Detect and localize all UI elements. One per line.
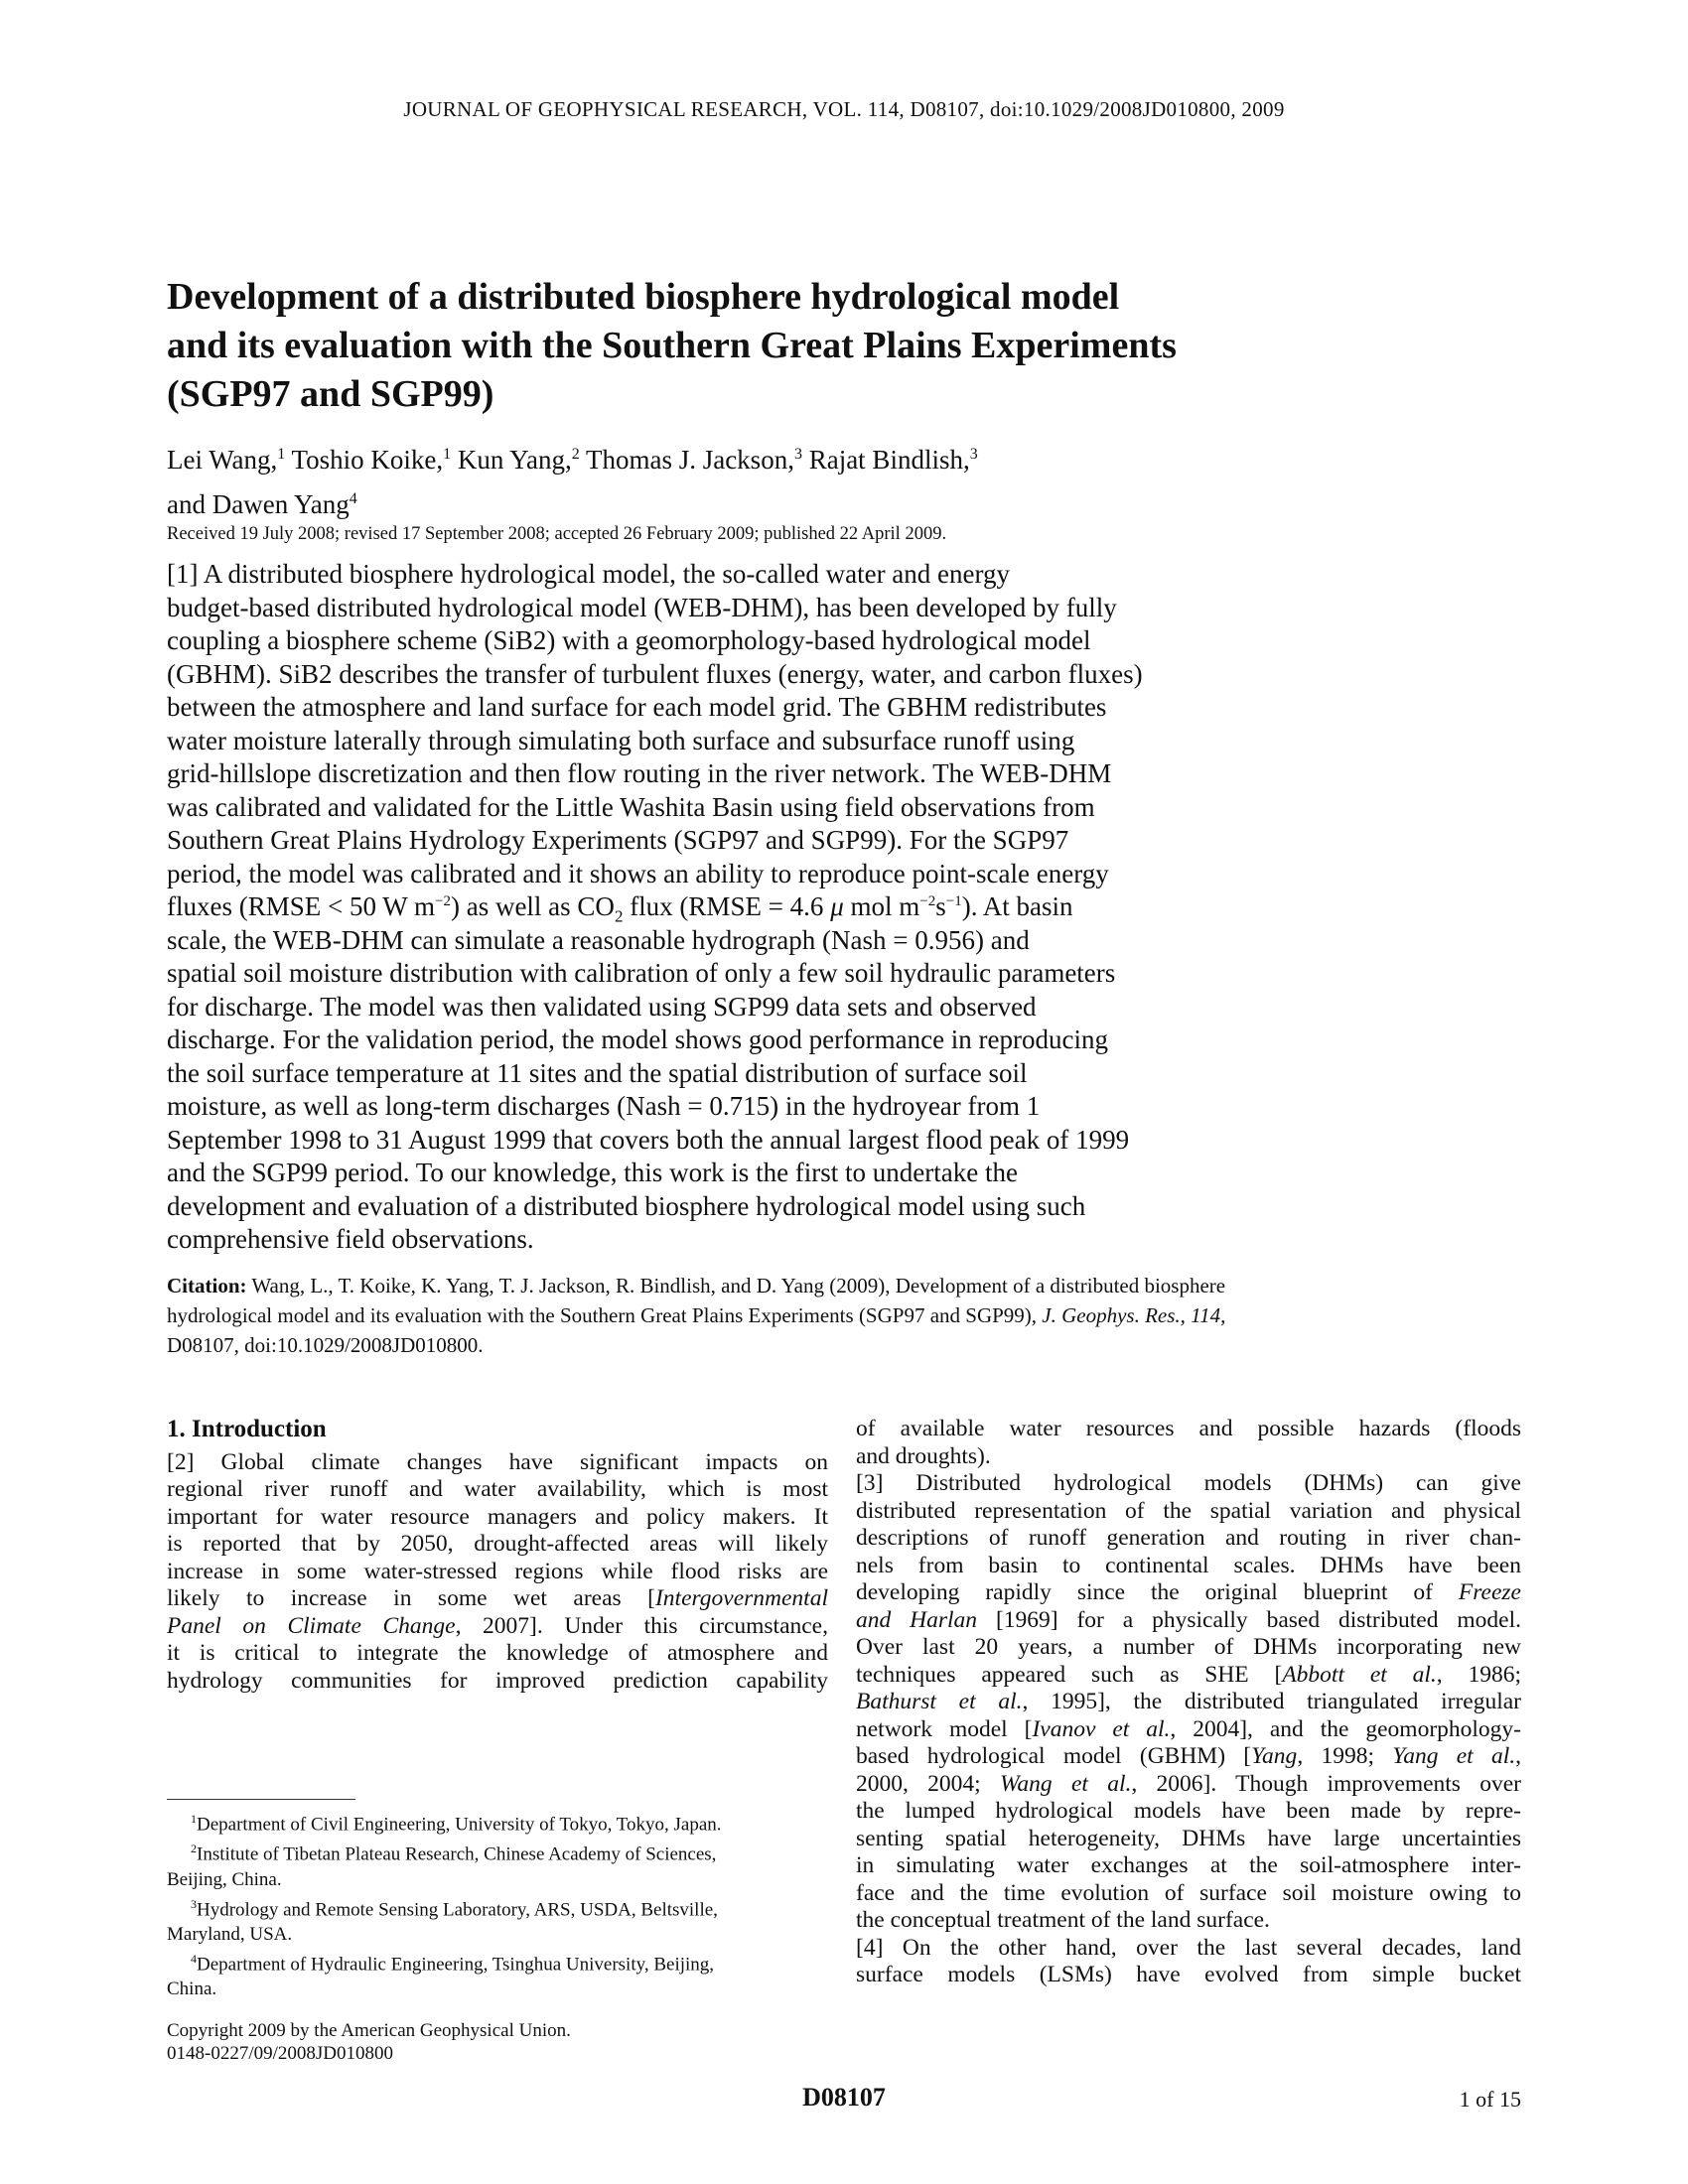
abstract-line: development and evaluation of a distributed biosphere hydrological model using such xyxy=(167,1190,1086,1221)
left-column xyxy=(167,1416,828,1695)
body-line: Over last 20 years, a number of DHMs incorporating new xyxy=(856,1634,1521,1660)
body-line: descriptions of runoff generation and routing in river chan- xyxy=(856,1525,1521,1551)
affiliation-mark: 3 xyxy=(969,446,978,463)
author-name: Lei Wang, xyxy=(167,445,278,475)
copyright-line: Copyright 2009 by the American Geophysical Union. xyxy=(167,2020,571,2041)
abstract-line: September 1998 to 31 August 1999 that covers both the annual largest flood peak of 1999 xyxy=(167,1124,1130,1155)
body-line xyxy=(167,1613,828,1641)
body-line: the conceptual treatment of the land surface. xyxy=(856,1907,1270,1933)
citation-ref: Yang xyxy=(1251,1743,1298,1769)
subscript: 2 xyxy=(614,906,624,926)
title-line: Development of a distributed biosphere hydrological model xyxy=(167,276,1120,318)
body-line: important for water resource managers and policy makers. It xyxy=(167,1503,828,1530)
body-line: distributed representation of the spatial variation and physical xyxy=(856,1497,1521,1524)
citation-ref: Panel on Climate Change xyxy=(167,1612,456,1639)
author-name: Thomas J. Jackson, xyxy=(579,445,794,475)
exponent: −1 xyxy=(945,893,962,909)
affiliation-mark: 3 xyxy=(793,446,802,463)
footnote-divider xyxy=(167,1799,355,1800)
footnote-continuation: China. xyxy=(167,1979,217,2000)
body-text: , 1995], the distributed triangulated irregular xyxy=(1022,1689,1521,1714)
footnote xyxy=(167,1837,828,1866)
body-line xyxy=(167,1585,828,1613)
mu-symbol: μ xyxy=(830,891,844,921)
author-name: Kun Yang, xyxy=(451,445,572,475)
author-list xyxy=(167,435,1279,524)
footnote-continuation: Maryland, USA. xyxy=(167,1923,293,1945)
affiliation-mark: 1 xyxy=(443,446,452,463)
citation-ref: Bathurst et al. xyxy=(856,1689,1023,1714)
abstract-line: scale, the WEB-DHM can simulate a reasonable hydrograph (Nash = 0.956) and xyxy=(167,924,1030,955)
journal-name: J. Geophys. Res., 114, xyxy=(1042,1303,1226,1327)
citation-text: hydrological model and its evaluation with the Southern Great Plains Experiments (SGP97 and SGP99), xyxy=(167,1303,1043,1327)
body-text: , 2004], and the geomorphology- xyxy=(1170,1715,1521,1742)
abstract-line: between the atmosphere and land surface for each model grid. The GBHM redistributes xyxy=(167,692,1107,722)
citation-doi: D08107, doi:10.1029/2008JD010800. xyxy=(167,1333,484,1357)
body-text: network model [ xyxy=(856,1715,1033,1742)
body-line xyxy=(856,1771,1521,1799)
copyright-notice xyxy=(167,2019,571,2065)
abstract-line: moisture, as well as long-term discharges (Nash = 0.715) in the hydroyear from 1 xyxy=(167,1091,1041,1121)
body-text: likely to increase in some wet areas [ xyxy=(167,1585,655,1611)
abstract-line: Southern Great Plains Hydrology Experiments (SGP97 and SGP99). For the SGP97 xyxy=(167,825,1069,855)
body-line: it is critical to integrate the knowledge of atmosphere and xyxy=(167,1640,828,1666)
exponent: −2 xyxy=(435,893,451,909)
abstract-line: coupling a biosphere scheme (SiB2) with a geomorphology-based hydrological model xyxy=(167,625,1091,655)
body-text: , xyxy=(1515,1743,1521,1769)
body-line xyxy=(856,1579,1521,1607)
body-text: based hydrological model (GBHM) [ xyxy=(856,1743,1252,1769)
footnote-mark: 2 xyxy=(191,1842,197,1856)
abstract-line: period, the model was calibrated and it shows an ability to reproduce point-scale energy xyxy=(167,858,1109,888)
abstract-line: comprehensive field observations. xyxy=(167,1224,534,1254)
abstract xyxy=(167,558,1259,1257)
abstract-text: ). At basin xyxy=(961,891,1073,921)
body-line xyxy=(856,1689,1521,1716)
citation-ref: Freeze xyxy=(1458,1579,1521,1605)
body-line: the lumped hydrological models have been made by repre- xyxy=(856,1798,1521,1824)
paper-title xyxy=(167,273,1279,419)
abstract-text: flux (RMSE = 4.6 xyxy=(623,891,831,921)
body-line: of available water resources and possible hazards (floods xyxy=(856,1416,1521,1441)
body-line: surface models (LSMs) have evolved from simple bucket xyxy=(856,1962,1521,1987)
footnote-mark: 3 xyxy=(191,1896,197,1911)
abstract-line: the soil surface temperature at 11 sites and the spatial distribution of surface soil xyxy=(167,1057,1028,1088)
footnote xyxy=(167,1807,828,1837)
body-text: [1969] for a physically based distributed model. xyxy=(977,1606,1521,1633)
body-line xyxy=(856,1716,1521,1744)
footnotes xyxy=(167,1807,828,2001)
footnote xyxy=(167,1892,828,1922)
author-name: Rajat Bindlish, xyxy=(801,445,970,475)
body-text: , 1998; xyxy=(1297,1743,1393,1769)
abstract-line: budget-based distributed hydrological model (WEB-DHM), has been developed by fully xyxy=(167,592,1117,622)
body-line xyxy=(856,1662,1521,1690)
body-line: [4] On the other hand, over the last several decades, land xyxy=(856,1934,1521,1961)
body-text: , 1986; xyxy=(1436,1661,1521,1688)
body-text: , 2007]. Under this circumstance, xyxy=(455,1612,828,1639)
abstract-line: grid-hillslope discretization and then flow routing in the river network. The WEB-DHM xyxy=(167,758,1112,788)
abstract-line: for discharge. The model was then validated using SGP99 data sets and observed xyxy=(167,991,1037,1022)
citation-ref: Abbott et al. xyxy=(1282,1661,1437,1688)
citation-label: Citation: xyxy=(167,1274,247,1297)
body-line: increase in some water-stressed regions while flood risks are xyxy=(167,1558,828,1584)
citation-ref: Wang et al. xyxy=(1000,1770,1132,1797)
abstract-line: discharge. For the validation period, the model shows good performance in reproducing xyxy=(167,1024,1109,1054)
exponent: −2 xyxy=(919,893,936,909)
affiliation-mark: 1 xyxy=(277,446,286,463)
body-text: , 2006]. Though improvements over xyxy=(1131,1770,1521,1797)
abstract-text: mol m xyxy=(843,891,920,921)
footnote-text: Hydrology and Remote Sensing Laboratory, ARS, USDA, Beltsville, xyxy=(197,1898,718,1920)
abstract-line: [1] A distributed biosphere hydrological model, the so-called water and energy xyxy=(167,559,1011,589)
page-number: 1 of 15 xyxy=(1459,2087,1521,2112)
abstract-line xyxy=(167,890,1259,924)
author-name: and Dawen Yang xyxy=(167,489,350,519)
body-line: face and the time evolution of surface soil moisture owing to xyxy=(856,1879,1521,1906)
abstract-line: and the SGP99 period. To our knowledge, this work is the first to undertake the xyxy=(167,1158,1018,1187)
abstract-text: fluxes (RMSE < 50 W m xyxy=(167,891,435,921)
body-line: regional river runoff and water availability, which is most xyxy=(167,1476,828,1502)
body-line xyxy=(856,1743,1521,1771)
received-dates: Received 19 July 2008; revised 17 September 2008; accepted 26 February 2009; published 22 April 2009. xyxy=(167,524,947,544)
journal-header: JOURNAL OF GEOPHYSICAL RESEARCH, VOL. 114, D08107, doi:10.1029/2008JD010800, 2009 xyxy=(403,97,1285,121)
body-text: techniques appeared such as SHE [ xyxy=(856,1661,1283,1688)
body-line: senting spatial heterogeneity, DHMs have large uncertainties xyxy=(856,1825,1521,1851)
citation-ref: Yang et al. xyxy=(1392,1743,1516,1769)
abstract-text: ) as well as CO xyxy=(450,891,615,921)
footnote-text: Department of Civil Engineering, University of Tokyo, Tokyo, Japan. xyxy=(197,1814,722,1836)
body-line: [2] Global climate changes have significant impacts on xyxy=(167,1448,828,1475)
abstract-line: water moisture laterally through simulating both surface and subsurface runoff using xyxy=(167,725,1075,755)
citation-ref: and Harlan xyxy=(856,1606,978,1633)
abstract-text: s xyxy=(935,891,946,921)
affiliation-mark: 4 xyxy=(349,490,357,507)
citation-text: Wang, L., T. Koike, K. Yang, T. J. Jackson, R. Bindlish, and D. Yang (2009), Development of a distributed biosphere xyxy=(246,1274,1226,1297)
footnote-text: Department of Hydraulic Engineering, Tsinghua University, Beijing, xyxy=(197,1954,715,1976)
abstract-line: was calibrated and validated for the Little Washita Basin using field observations from xyxy=(167,791,1095,822)
title-line: and its evaluation with the Southern Great Plains Experiments xyxy=(167,325,1177,366)
body-line: and droughts). xyxy=(856,1442,991,1469)
body-line: in simulating water exchanges at the soil-atmosphere inter- xyxy=(856,1852,1521,1878)
body-text: developing rapidly since the original blueprint of xyxy=(856,1579,1459,1605)
body-line: is reported that by 2050, drought-affected areas will likely xyxy=(167,1531,828,1557)
body-line: hydrology communities for improved prediction capability xyxy=(167,1667,828,1694)
footnote-mark: 1 xyxy=(191,1812,197,1826)
issn-line: 0148-0227/09/2008JD010800 xyxy=(167,2043,393,2064)
title-line: (SGP97 and SGP99) xyxy=(167,373,494,415)
body-line: nels from basin to continental scales. DHMs have been xyxy=(856,1552,1521,1578)
footnote xyxy=(167,1947,828,1977)
abstract-line: spatial soil moisture distribution with calibration of only a few soil hydraulic parameters xyxy=(167,958,1116,988)
citation-ref: Ivanov et al. xyxy=(1032,1715,1171,1742)
author-name: Toshio Koike, xyxy=(285,445,444,475)
citation-ref: Intergovernmental xyxy=(654,1585,828,1611)
section-heading: 1. Introduction xyxy=(167,1416,327,1442)
body-text: 2000, 2004; xyxy=(856,1770,1000,1797)
footnote-text: Institute of Tibetan Plateau Research, Chinese Academy of Sciences, xyxy=(197,1843,717,1865)
citation-block xyxy=(167,1271,1517,1360)
abstract-line: (GBHM). SiB2 describes the transfer of turbulent fluxes (energy, water, and carbon fluxes) xyxy=(167,658,1143,689)
right-column xyxy=(856,1416,1521,1989)
footnote-continuation: Beijing, China. xyxy=(167,1868,282,1890)
body-line: [3] Distributed hydrological models (DHMs) can give xyxy=(856,1470,1521,1496)
body-line xyxy=(856,1607,1521,1635)
affiliation-mark: 2 xyxy=(571,446,580,463)
document-id: D08107 xyxy=(802,2083,886,2112)
footnote-mark: 4 xyxy=(191,1951,197,1966)
